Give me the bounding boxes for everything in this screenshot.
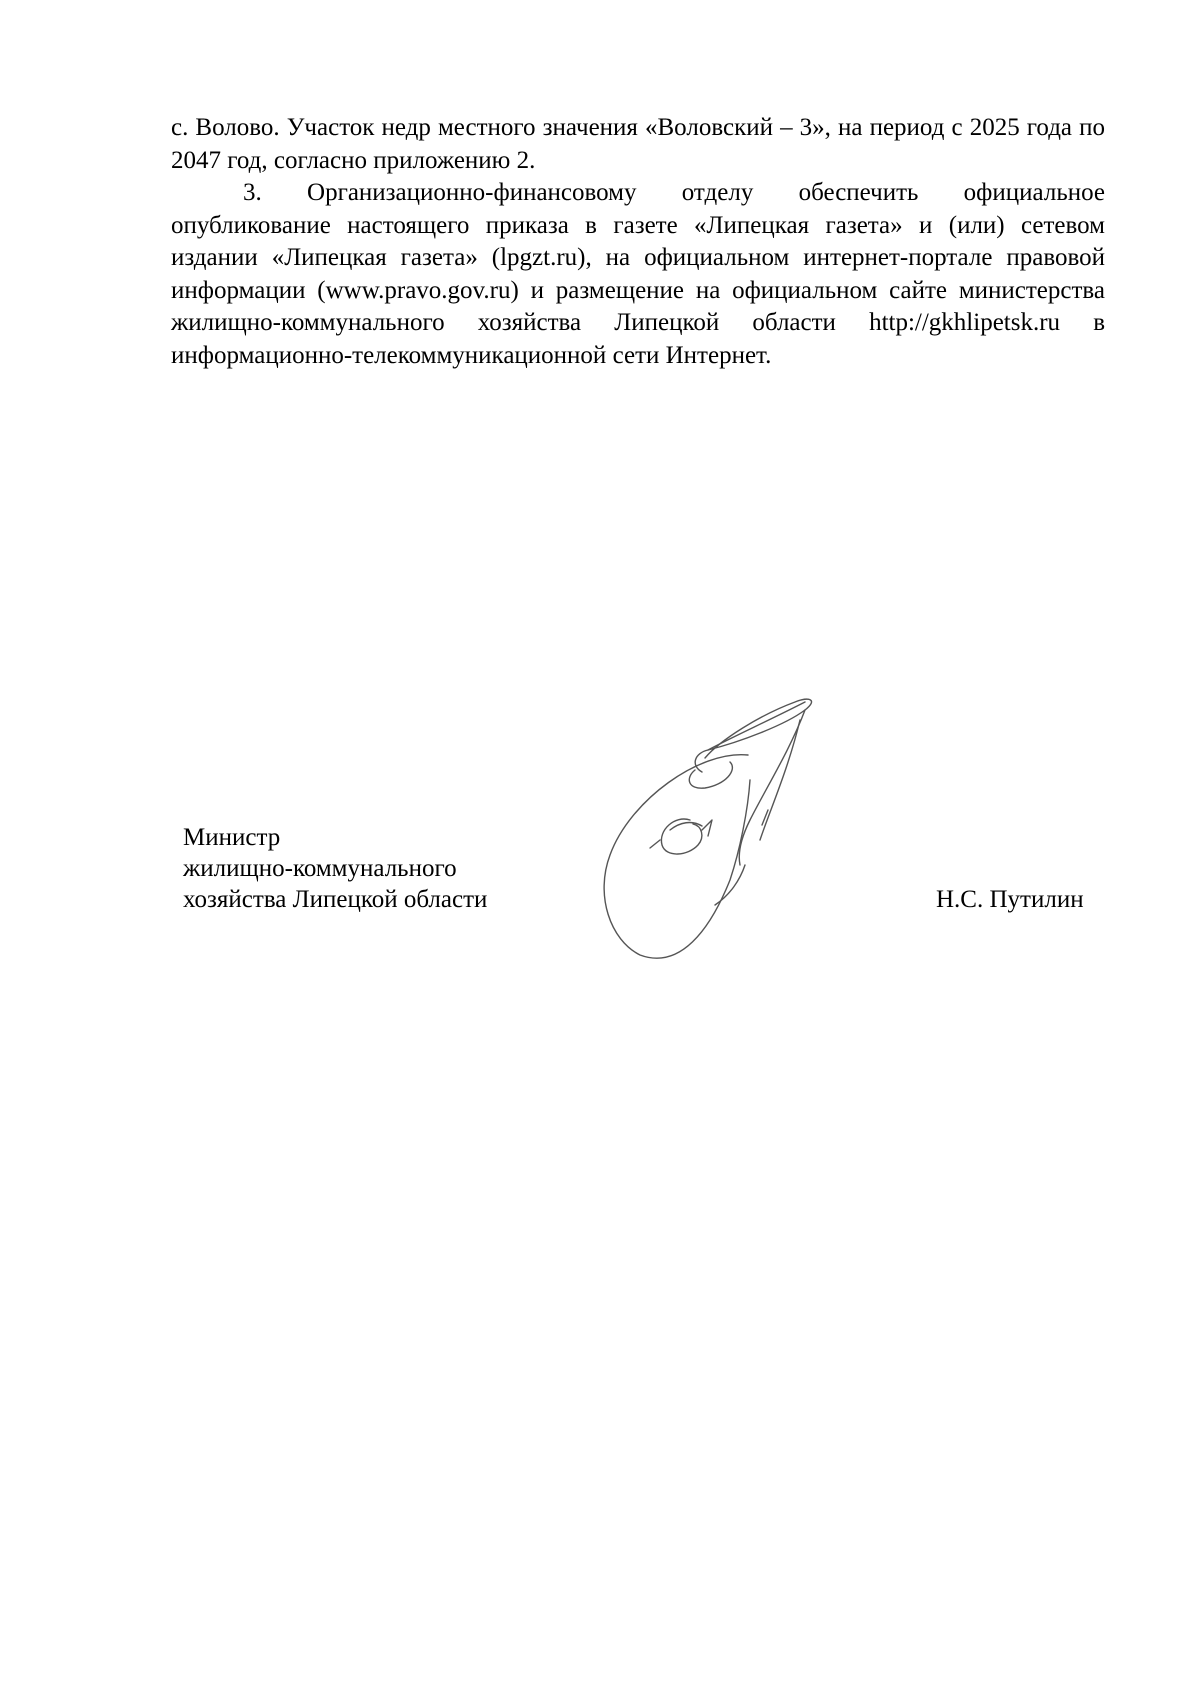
signer-position	[183, 822, 487, 915]
signer-position-line-1: Министр	[183, 824, 281, 851]
paragraph-item-3: 3. Организационно-финансовому отделу обеспечить официальное опубликование настоящего приказа в газете «Липецкая газета» и (или) сетевом издании «Липецкая газета» (lpgzt.ru), на официальном интернет-портале правовой информации (www.pravo.gov.ru) и размещение на официальном сайте министерства жилищно-коммунального хозяйства Липецкой области http://gkhlipetsk.ru в информационно-телекоммуникационной сети Интернет.	[171, 179, 1105, 369]
signer-name: Н.С. Путилин	[936, 886, 1084, 913]
signer-position-line-3: хозяйства Липецкой области	[183, 886, 488, 913]
paragraph-continued: с. Волово. Участок недр местного значения «Воловский – 3», на период с 2025 года по 2047 год, согласно приложению 2.	[171, 114, 1105, 174]
handwritten-signature	[590, 680, 890, 970]
signer-position-line-2: жилищно-коммунального	[183, 855, 457, 882]
